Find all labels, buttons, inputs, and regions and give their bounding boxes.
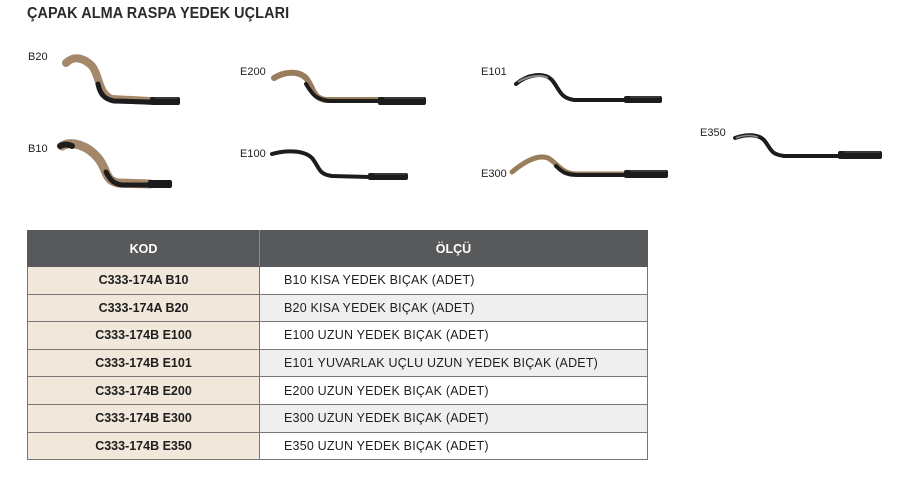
cell-olcu: E200 UZUN YEDEK BIÇAK (ADET) [260, 377, 648, 405]
blade-label-e300: E300 [481, 168, 507, 180]
table-header-row [28, 231, 648, 267]
table-row [28, 432, 648, 460]
table-row [28, 267, 648, 295]
blade-label-e200: E200 [240, 66, 266, 78]
header-kod: KOD [28, 231, 260, 267]
spec-table [27, 230, 648, 460]
cell-kod: C333-174B E101 [28, 349, 260, 377]
cell-kod: C333-174B E350 [28, 432, 260, 460]
cell-olcu: B10 KISA YEDEK BIÇAK (ADET) [260, 267, 648, 295]
cell-kod: C333-174B E100 [28, 322, 260, 350]
cell-olcu: E300 UZUN YEDEK BIÇAK (ADET) [260, 404, 648, 432]
table-row [28, 377, 648, 405]
cell-olcu: E100 UZUN YEDEK BIÇAK (ADET) [260, 322, 648, 350]
header-olcu: ÖLÇÜ [260, 231, 648, 267]
page-title: ÇAPAK ALMA RASPA YEDEK UÇLARI [27, 5, 290, 22]
blade-label-e101: E101 [481, 66, 507, 78]
cell-kod: C333-174A B10 [28, 267, 260, 295]
table-row [28, 322, 648, 350]
table-row [28, 404, 648, 432]
table-row [28, 349, 648, 377]
cell-olcu: E101 YUVARLAK UÇLU UZUN YEDEK BIÇAK (ADET) [260, 349, 648, 377]
blade-label-e350: E350 [700, 127, 726, 139]
cell-olcu: B20 KISA YEDEK BIÇAK (ADET) [260, 294, 648, 322]
blade-label-b10: B10 [28, 143, 48, 155]
cell-kod: C333-174A B20 [28, 294, 260, 322]
cell-kod: C333-174B E200 [28, 377, 260, 405]
table-row [28, 294, 648, 322]
blade-label-b20: B20 [28, 51, 48, 63]
cell-olcu: E350 UZUN YEDEK BIÇAK (ADET) [260, 432, 648, 460]
blade-label-e100: E100 [240, 148, 266, 160]
cell-kod: C333-174B E300 [28, 404, 260, 432]
